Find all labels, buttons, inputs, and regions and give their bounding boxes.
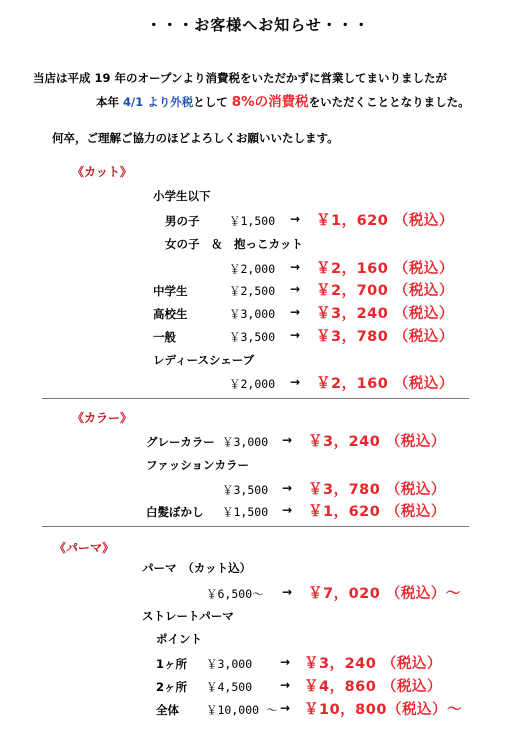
color-white-new-price: ￥1，620 （税込） [308,504,446,520]
cut-girl-label: 女の子 ＆ 抱っこカット [165,237,303,251]
cut-general-old-price: ￥3,500 [229,330,276,344]
cut-boy-label: 男の子 [165,214,200,228]
arrow-icon: → [282,481,293,495]
intro-line-1: 当店は平成 19 年のオープンより消費税をいただかずに営業してまいりましたが [33,71,447,85]
cut-hs-old-price: ￥3,000 [229,307,276,321]
arrow-icon: → [280,701,291,715]
arrow-icon: → [290,305,301,319]
section-heading-color: 《カラー》 [72,411,133,425]
intro-line-3: 何卒，ご理解ご協力のほどよろしくお願いいたします。 [52,131,339,145]
color-fashion-old-price: ￥3,500 [222,483,269,497]
arrow-icon: → [290,375,301,389]
cut-ladies-new-price: ￥2，160 （税込） [316,376,454,392]
intro-tax-rate: 8%の消費税 [231,94,309,110]
color-white-old-price: ￥1,500 [222,505,269,519]
perm-new-price: ￥7，020 （税込）～ [308,586,461,602]
intro-suffix: をいただくこととなりました。 [308,95,470,109]
color-gray-old-price: ￥3,000 [222,435,269,449]
cut-jhs-new-price: ￥2，700 （税込） [316,283,454,299]
perm-label: パーマ （カット込） [142,561,252,575]
page-title: ・・・お客様へお知らせ・・・ [146,16,370,34]
intro-tax-type: より外税 [147,95,194,109]
cut-group-label: 小学生以下 [153,189,211,203]
divider [42,398,469,399]
arrow-icon: → [290,260,301,274]
perm-all-old-price: ￥10,000 ～ [206,703,278,717]
perm-one-label: 1ヶ所 [156,657,188,671]
cut-girl-old-price: ￥2,000 [229,262,276,276]
intro-year: 本年 [96,95,119,109]
divider [42,526,469,527]
arrow-icon: → [290,328,301,342]
cut-girl-new-price: ￥2，160 （税込） [316,261,454,277]
color-fashion-new-price: ￥3，780 （税込） [308,482,446,498]
cut-hs-new-price: ￥3，240 （税込） [316,306,454,322]
straight-perm-label: ストレートパーマ [142,609,234,623]
color-fashion-label: ファッションカラー [146,458,250,472]
arrow-icon: → [282,433,293,447]
intro-mid: として [193,95,228,109]
arrow-icon: → [282,503,293,517]
cut-general-new-price: ￥3，780 （税込） [316,329,454,345]
cut-boy-old-price: ￥1,500 [229,214,276,228]
perm-two-old-price: ￥4,500 [206,680,253,694]
cut-general-label: 一般 [153,330,176,344]
perm-one-old-price: ￥3,000 [206,657,253,671]
perm-old-price: ￥6,500～ [206,587,264,601]
arrow-icon: → [290,282,301,296]
perm-all-label: 全体 [156,703,179,717]
section-heading-perm: 《パーマ》 [54,541,115,555]
intro-line-2 [96,90,470,110]
perm-all-new-price: ￥10，800（税込）～ [304,702,462,718]
point-label: ポイント [156,632,202,646]
perm-two-new-price: ￥4，860 （税込） [304,679,442,695]
arrow-icon: → [290,212,301,226]
perm-one-new-price: ￥3，240 （税込） [304,656,442,672]
perm-two-label: 2ヶ所 [156,680,188,694]
arrow-icon: → [280,678,291,692]
cut-ladies-label: レディースシェーブ [153,353,255,367]
cut-jhs-label: 中学生 [153,284,188,298]
color-gray-label: グレーカラー [146,435,215,449]
arrow-icon: → [280,655,291,669]
intro-date: 4/1 [123,95,144,109]
cut-jhs-old-price: ￥2,500 [229,284,276,298]
cut-hs-label: 高校生 [153,307,188,321]
cut-ladies-old-price: ￥2,000 [229,377,276,391]
arrow-icon: → [282,585,293,599]
color-white-label: 白髪ぼかし [146,505,204,519]
color-gray-new-price: ￥3，240 （税込） [308,434,446,450]
section-heading-cut: 《カット》 [72,165,132,179]
cut-boy-new-price: ￥1，620 （税込） [316,213,454,229]
